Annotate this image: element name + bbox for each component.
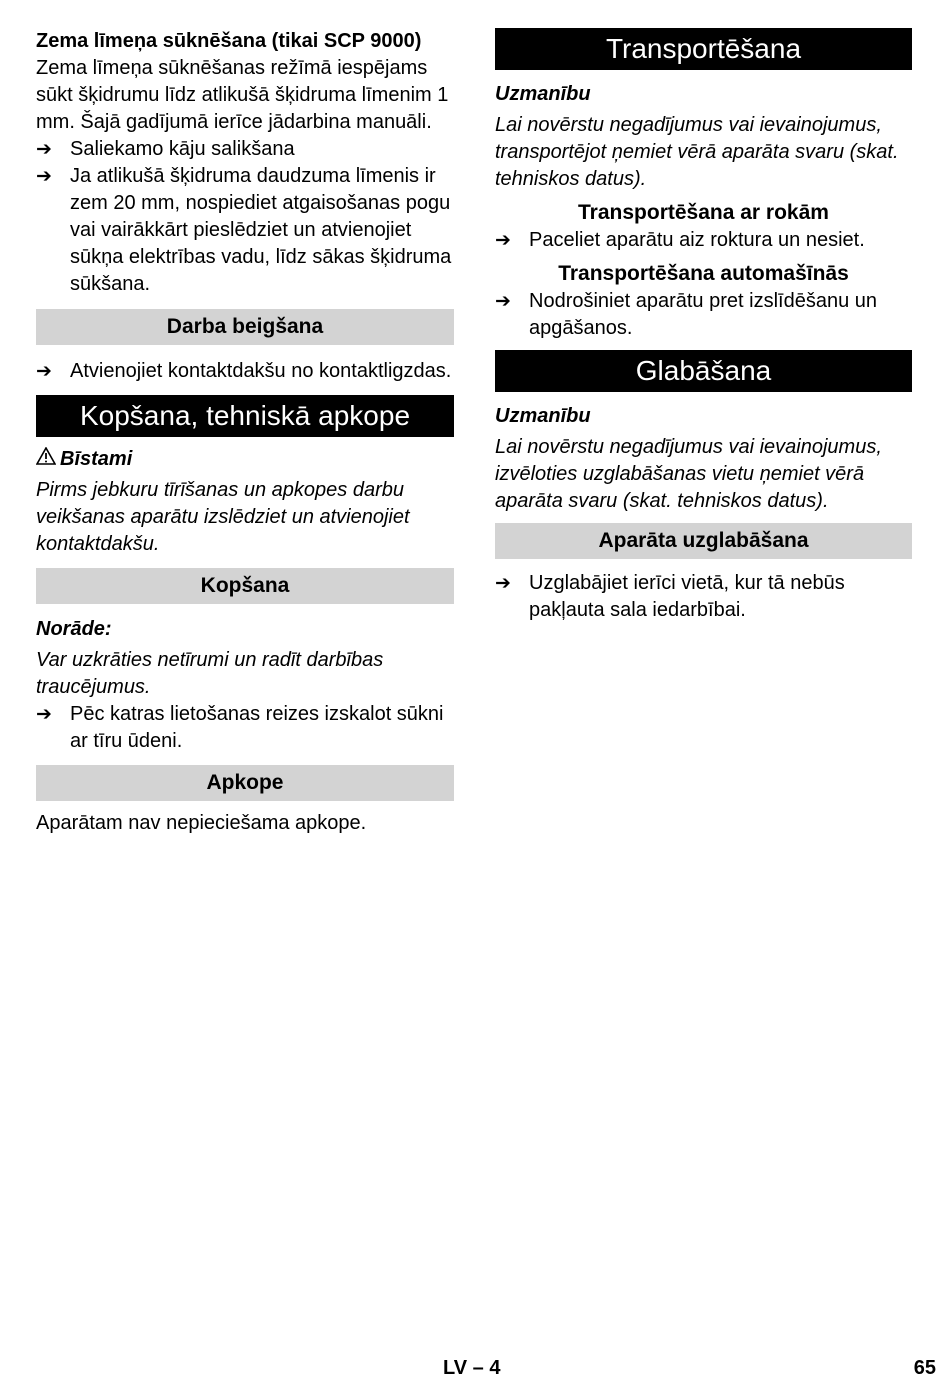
- arrow-right-icon: ➔: [36, 361, 52, 382]
- caution-text: Lai novērstu negadījumus vai ievainojumus, izvēloties uzglabāšanas vietu ņemiet vērā aparāta svaru (skat. tehniskos datus).: [495, 436, 882, 512]
- section-bar-device-storage: Aparāta uzglabāšana: [495, 523, 912, 559]
- page-number: 65: [913, 1357, 936, 1379]
- arrow-right-icon: ➔: [495, 573, 511, 594]
- note-label: Norāde:: [36, 618, 112, 640]
- maintenance-text: Aparātam nav nepieciešama apkope.: [36, 812, 367, 834]
- caution-label: Uzmanību: [495, 83, 591, 105]
- right-column: [495, 28, 912, 624]
- subheading-in-vehicle: Transportēšana automašīnās: [558, 262, 849, 285]
- section-title-storage: Glabāšana: [495, 350, 912, 392]
- danger-text: Pirms jebkuru tīrīšanas un apkopes darbu veikšanas aparātu izslēdziet un atvienojiet kontaktdakšu.: [36, 479, 410, 555]
- list-item: ➔ Pēc katras lietošanas reizes izskalot sūkni ar tīru ūdeni.: [36, 701, 454, 755]
- section-bar-maintenance: Apkope: [36, 765, 454, 801]
- section-bar-care: Kopšana: [36, 568, 454, 604]
- arrow-right-icon: ➔: [495, 291, 511, 312]
- section-title-transport: Transportēšana: [495, 28, 912, 70]
- caution-label: Uzmanību: [495, 405, 591, 427]
- list-item: ➔ Paceliet aparātu aiz roktura un nesiet.: [495, 227, 912, 254]
- list-item: ➔ Nodrošiniet aparātu pret izslīdēšanu un apgāšanos.: [495, 288, 912, 342]
- note-text: Var uzkrāties netīrumi un radīt darbības traucējumus.: [36, 649, 384, 698]
- low-level-text: Zema līmeņa sūknēšanas režīmā iespējams sūkt šķidrumu līdz atlikušā šķidruma līmenim 1 mm. Šajā gadījumā ierīce jādarbina manuāli.: [36, 57, 449, 133]
- danger-label: Bīstami: [36, 446, 454, 473]
- footer-page-label: LV – 4: [443, 1357, 501, 1379]
- arrow-right-icon: ➔: [495, 230, 511, 251]
- list-item: ➔ Uzglabājiet ierīci vietā, kur tā nebūs pakļauta sala iedarbībai.: [495, 570, 912, 624]
- list-item: ➔ Ja atlikušā šķidruma daudzuma līmenis ir zem 20 mm, nospiediet atgaisošanas pogu vai vairākkārt pieslēdziet un atvienojiet sūkņa elektrības vadu, līdz sākas šķidruma sūkšana.: [36, 163, 454, 298]
- list-item: ➔ Atvienojiet kontaktdakšu no kontaktligzdas.: [36, 358, 454, 385]
- section-bar-work-end: Darba beigšana: [36, 309, 454, 345]
- arrow-right-icon: ➔: [36, 704, 52, 725]
- list-item: ➔ Saliekamo kāju salikšana: [36, 136, 454, 163]
- arrow-right-icon: ➔: [36, 139, 52, 160]
- subheading-by-hand: Transportēšana ar rokām: [578, 201, 829, 224]
- section-title-care: Kopšana, tehniskā apkope: [36, 395, 454, 437]
- warning-triangle-icon: [36, 446, 60, 473]
- caution-text: Lai novērstu negadījumus vai ievainojumus, transportējot ņemiet vērā aparāta svaru (skat. tehniskos datus).: [495, 114, 899, 190]
- left-column: [36, 28, 454, 837]
- low-level-heading: Zema līmeņa sūknēšana (tikai SCP 9000): [36, 30, 422, 52]
- arrow-right-icon: ➔: [36, 166, 52, 187]
